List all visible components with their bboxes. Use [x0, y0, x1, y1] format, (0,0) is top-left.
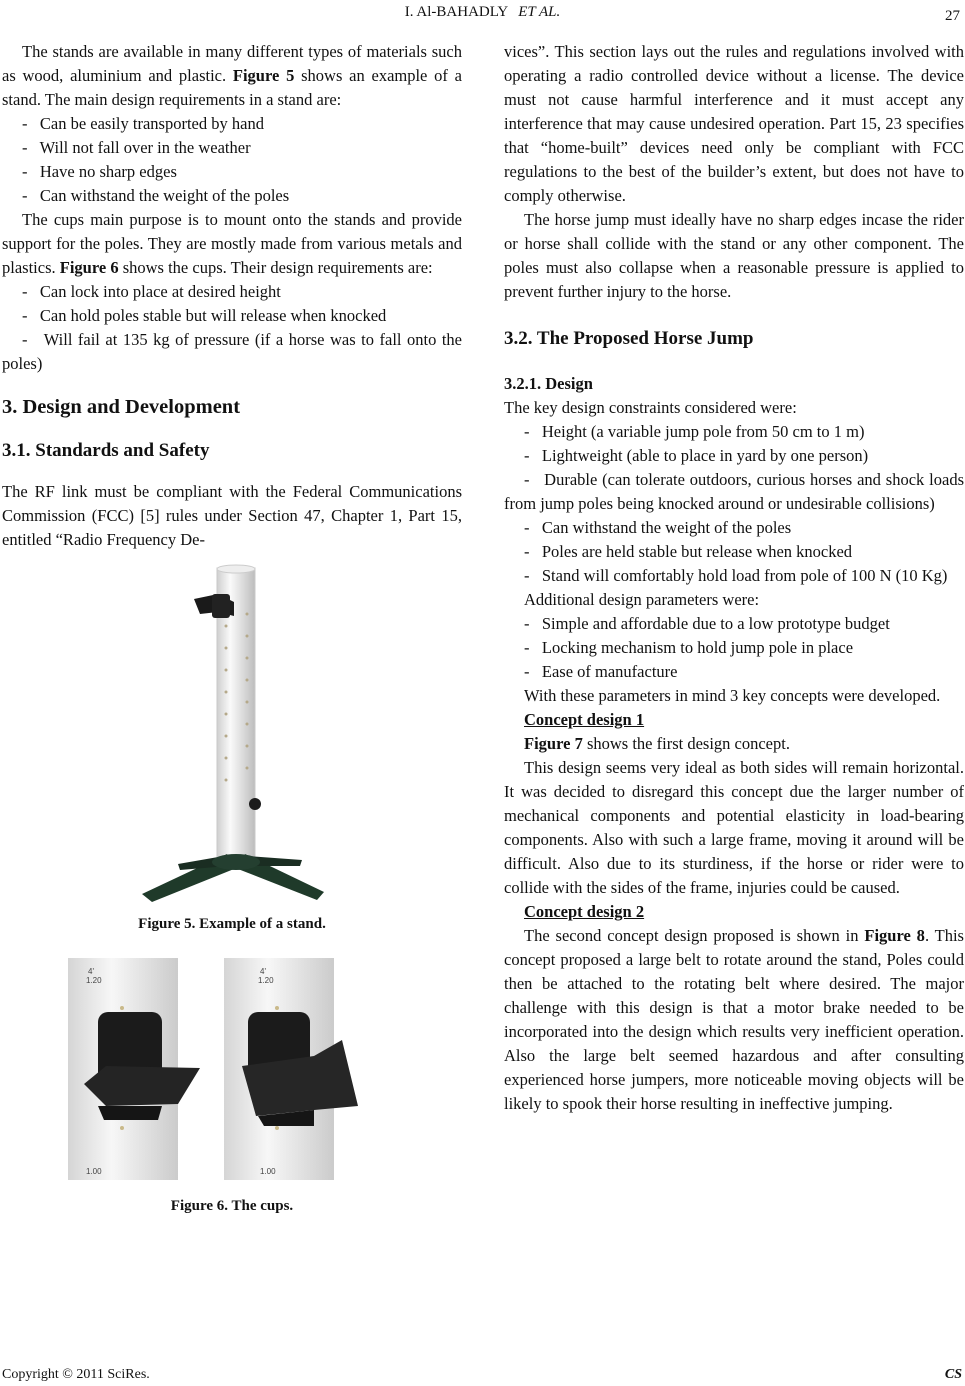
journal-abbrev: CS — [944, 1367, 962, 1382]
concept-heading — [504, 900, 964, 924]
fcc-paragraph: The RF link must be compliant with the Federal Communications Commission (FCC) [5] rules under Section 47, Chapter 1, Part 15, entitled “Radio Frequency De- — [2, 482, 462, 549]
text: The second concept design proposed is shown in — [524, 926, 865, 945]
concept-1-intro — [504, 732, 964, 756]
list-item: - Can withstand the weight of the poles — [2, 184, 462, 208]
concept-2-paragraph — [504, 924, 964, 1116]
concept-1-paragraph: This design seems very ideal as both sides will remain horizontal. It was decided to disregard this concept due the larger number of mechanical components and potential elasticity in load-bearing components. Also with such a large frame, moving it around will be difficult. Also due to its sturdiness, if the horse or rider were to collide with the sides of the frame, injuries could be caused. — [504, 758, 964, 897]
figure-6-caption: Figure 6. The cups. — [170, 1198, 294, 1214]
tick-label: 4' — [88, 967, 94, 976]
subsection-heading: 3.2. The Proposed Horse Jump — [504, 328, 754, 349]
right-column — [504, 40, 964, 1116]
text: shows the cups. Their design requirements are: — [118, 258, 433, 277]
list-item: - Simple and affordable due to a low prototype budget — [504, 612, 964, 636]
authors: I. Al-BAHADLY — [404, 4, 509, 20]
fcc-continued: vices”. This section lays out the rules and regulations involved with operating a radio controlled device without a license. The device must not cause harmful interference and it must accept any interference that may cause undesired operation. Part 15, 23 specifies that “home-built” devices need only be compliant with FCC regulations to the best of the builder’s extent, but does not have to comply otherwise. — [504, 42, 964, 205]
list-item: - Will not fall over in the weather — [2, 136, 462, 160]
list-item: - Height (a variable jump pole from 50 cm to 1 m) — [504, 420, 964, 444]
safety-paragraph: The horse jump must ideally have no sharp edges incase the rider or horse shall collide with the stand or any other component. The poles must also collapse when a reasonable pressure is applied to prevent further injury to the horse. — [504, 210, 964, 301]
list-item: - Locking mechanism to hold jump pole in place — [504, 636, 964, 660]
tick-label: 1.00 — [260, 1167, 276, 1176]
list-item: - Have no sharp edges — [2, 160, 462, 184]
list-item: - Can be easily transported by hand — [2, 112, 462, 136]
concept-heading — [504, 708, 964, 732]
list-item: - Will fail at 135 kg of pressure (if a horse was to fall onto the poles) — [2, 328, 462, 376]
subsection-heading: 3.1. Standards and Safety — [2, 440, 210, 461]
left-column — [2, 40, 462, 1218]
section-heading: 3. Design and Development — [2, 396, 241, 418]
figure-ref[interactable]: Figure 5 — [232, 66, 295, 85]
et-al: ET AL. — [518, 4, 561, 20]
tick-label: 1.00 — [86, 1167, 102, 1176]
cups-paragraph — [2, 208, 462, 280]
list-item: - Can lock into place at desired height — [2, 280, 462, 304]
text: The stands are available in many different types of materials such as wood, aluminium and plastic. — [2, 42, 462, 85]
subsubsection-heading: 3.2.1. Design — [504, 374, 593, 393]
concept-1-title: Concept design 1 — [524, 710, 645, 729]
list-item: - Ease of manufacture — [504, 660, 964, 684]
text: shows the first design concept. — [582, 734, 790, 753]
list-item: - Lightweight (able to place in yard by one person) — [504, 444, 964, 468]
tick-label: 1.20 — [86, 976, 102, 985]
cups-illustration — [2, 956, 462, 1184]
text: shows an example of a stand. The main design requirements in a stand are: — [2, 66, 462, 109]
figure-ref[interactable]: Figure 6 — [59, 258, 119, 277]
list-item: - Durable (can tolerate outdoors, curious horses and shock loads from jump poles being knocked around or undesirable collisions) — [504, 468, 964, 516]
page-number: 27 — [945, 8, 960, 24]
concepts-paragraph: With these parameters in mind 3 key concepts were developed. — [524, 686, 941, 705]
text: . This concept proposed a large belt to rotate around the stand, Poles could then be attached to the rotating belt where desired. The major challenge with this design is that a motor brake needed to be incorporated into the design which results very inefficient operation. Also the large belt seemed hazardous and after consulting experienced horse jumpers, more noticeable moving objects will be likely to spook their horse resulting in ineffective jumping. — [504, 926, 964, 1113]
figure-ref[interactable]: Figure 7 — [524, 734, 583, 753]
concept-2-title: Concept design 2 — [524, 902, 645, 921]
figure-5 — [2, 564, 462, 936]
stand-paragraph — [2, 40, 462, 112]
running-head — [0, 4, 965, 21]
list-item: - Can withstand the weight of the poles — [504, 516, 964, 540]
tick-label: 4' — [260, 967, 266, 976]
tick-label: 1.20 — [258, 976, 274, 985]
figure-5-caption: Figure 5. Example of a stand. — [138, 916, 326, 932]
constraints-intro: The key design constraints considered were: — [504, 398, 797, 417]
params-intro: Additional design parameters were: — [524, 590, 760, 609]
stand-illustration — [2, 564, 462, 904]
page-footer — [2, 1367, 962, 1383]
text: The cups main purpose is to mount onto the stands and provide support for the poles. They are mostly made from various metals and plastics. — [2, 210, 462, 277]
list-item: - Poles are held stable but release when knocked — [504, 540, 964, 564]
figure-6 — [2, 956, 462, 1218]
page-header — [0, 4, 965, 26]
list-item: - Can hold poles stable but will release when knocked — [2, 304, 462, 328]
list-item: - Stand will comfortably hold load from pole of 100 N (10 Kg) — [504, 564, 964, 588]
figure-ref[interactable]: Figure 8 — [864, 926, 925, 945]
copyright: Copyright © 2011 SciRes. — [2, 1367, 150, 1382]
